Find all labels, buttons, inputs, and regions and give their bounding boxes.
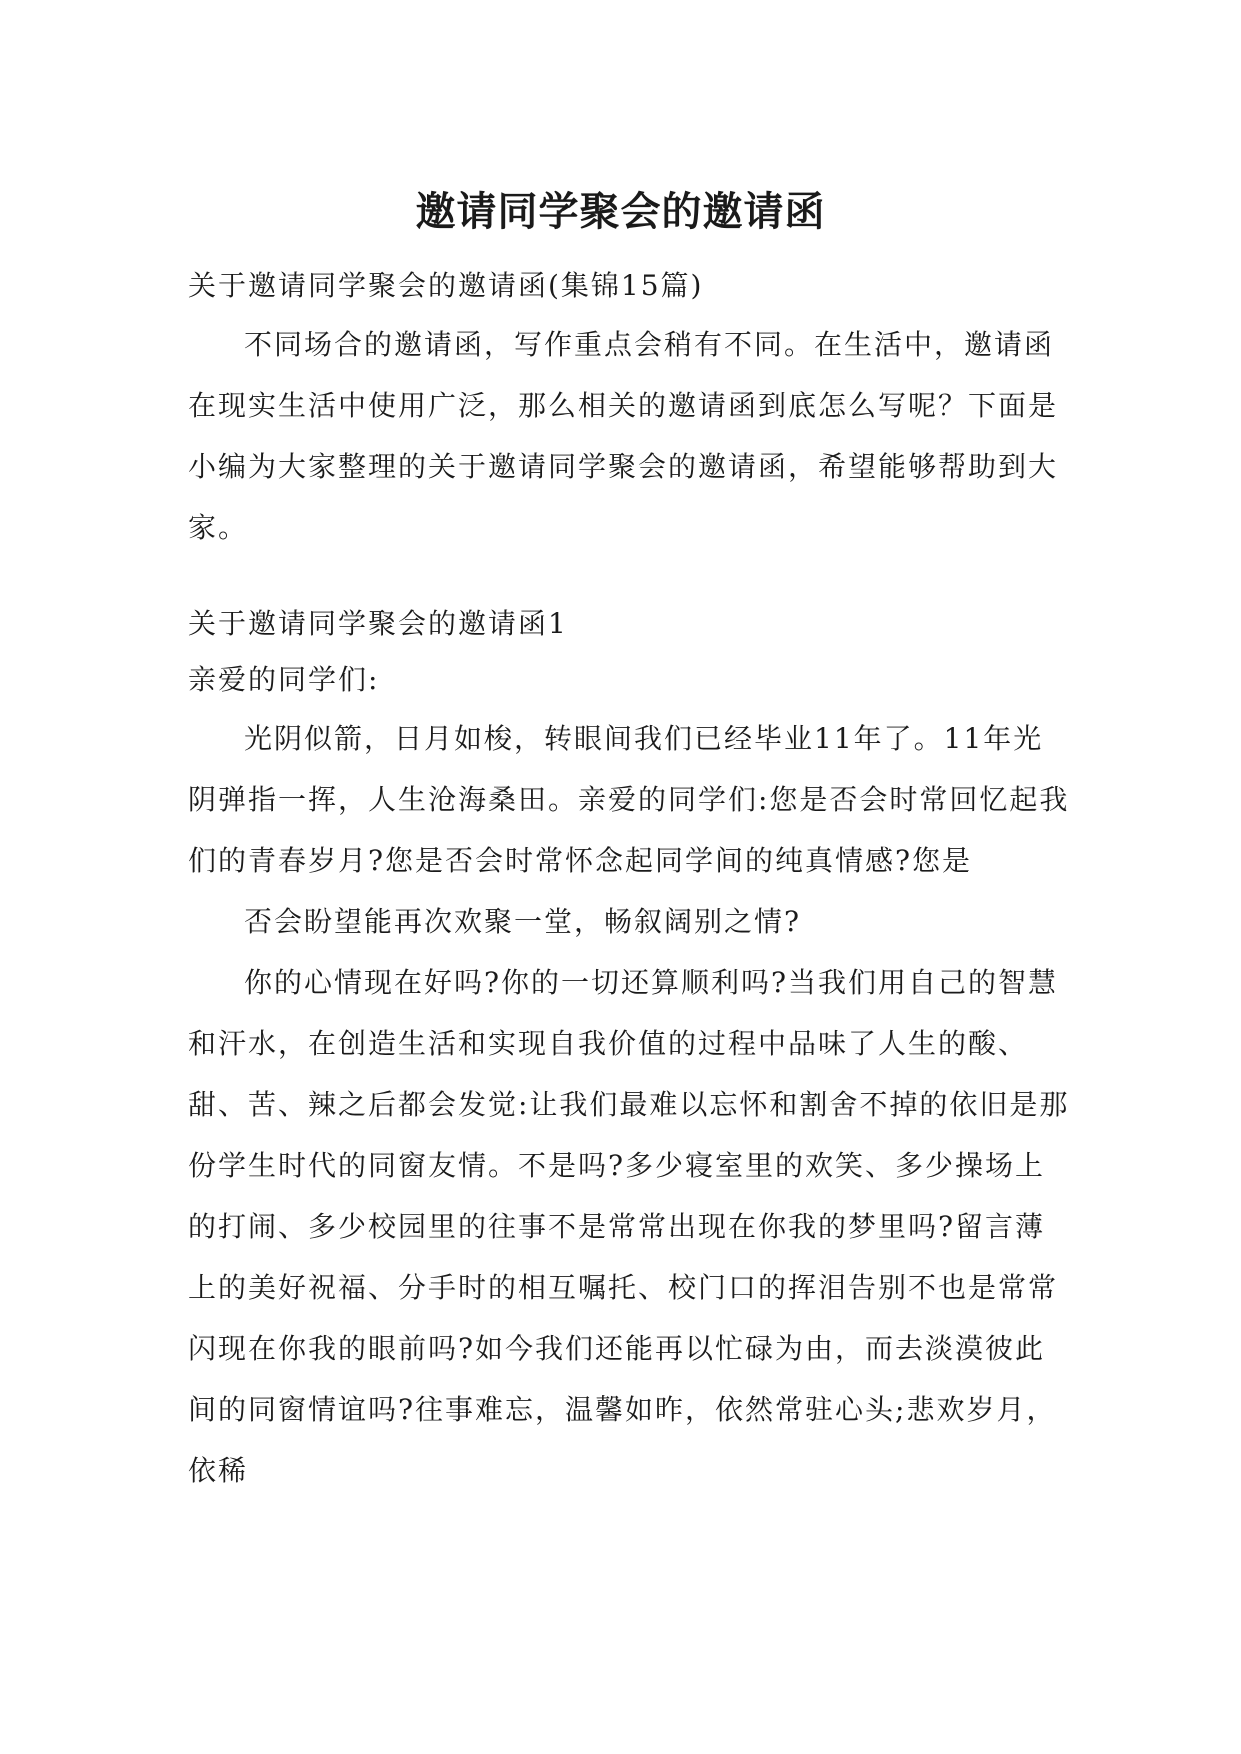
body-paragraph-1: 光阴似箭，日月如梭，转眼间我们已经毕业11年了。11年光阴弹指一挥，人生沧海桑田。亲爱的同学们:您是否会时常回忆起我们的青春岁月?您是否会时常怀念起同学间的纯真情感?您是 xyxy=(188,722,1070,877)
body-paragraph-3: 你的心情现在好吗?你的一切还算顺利吗?当我们用自己的智慧和汗水，在创造生活和实现自我价值的过程中品味了人生的酸、甜、苦、辣之后都会发觉:让我们最难以忘怀和割舍不掉的依旧是那份学生时代的同窗友情。不是吗?多少寝室里的欢笑、多少操场上的打闹、多少校园里的往事不是常常出现在你我的梦里吗?留言薄上的美好祝福、分手时的相互嘱托、校门口的挥泪告别不也是常常闪现在你我的眼前吗?如今我们还能再以忙碌为由，而去淡漠彼此间的同窗情谊吗?往事难忘，温馨如昨，依然常驻心头;悲欢岁月，依稀 xyxy=(188,966,1070,1487)
body-paragraph-2: 否会盼望能再次欢聚一堂，畅叙阔别之情? xyxy=(244,905,802,938)
document-body xyxy=(188,258,1073,1501)
intro-paragraph: 不同场合的邀请函，写作重点会稍有不同。在生活中，邀请函在现实生活中使用广泛，那么相关的邀请函到底怎么写呢？下面是小编为大家整理的关于邀请同学聚会的邀请函，希望能够帮助到大家。 xyxy=(188,328,1059,544)
section-heading: 关于邀请同学聚会的邀请函1 xyxy=(188,607,568,640)
salutation: 亲爱的同学们: xyxy=(188,663,380,696)
section-spacer xyxy=(188,558,1073,596)
document-subtitle: 关于邀请同学聚会的邀请函(集锦15篇) xyxy=(188,269,704,302)
document-title: 邀请同学聚会的邀请函 xyxy=(415,187,826,235)
